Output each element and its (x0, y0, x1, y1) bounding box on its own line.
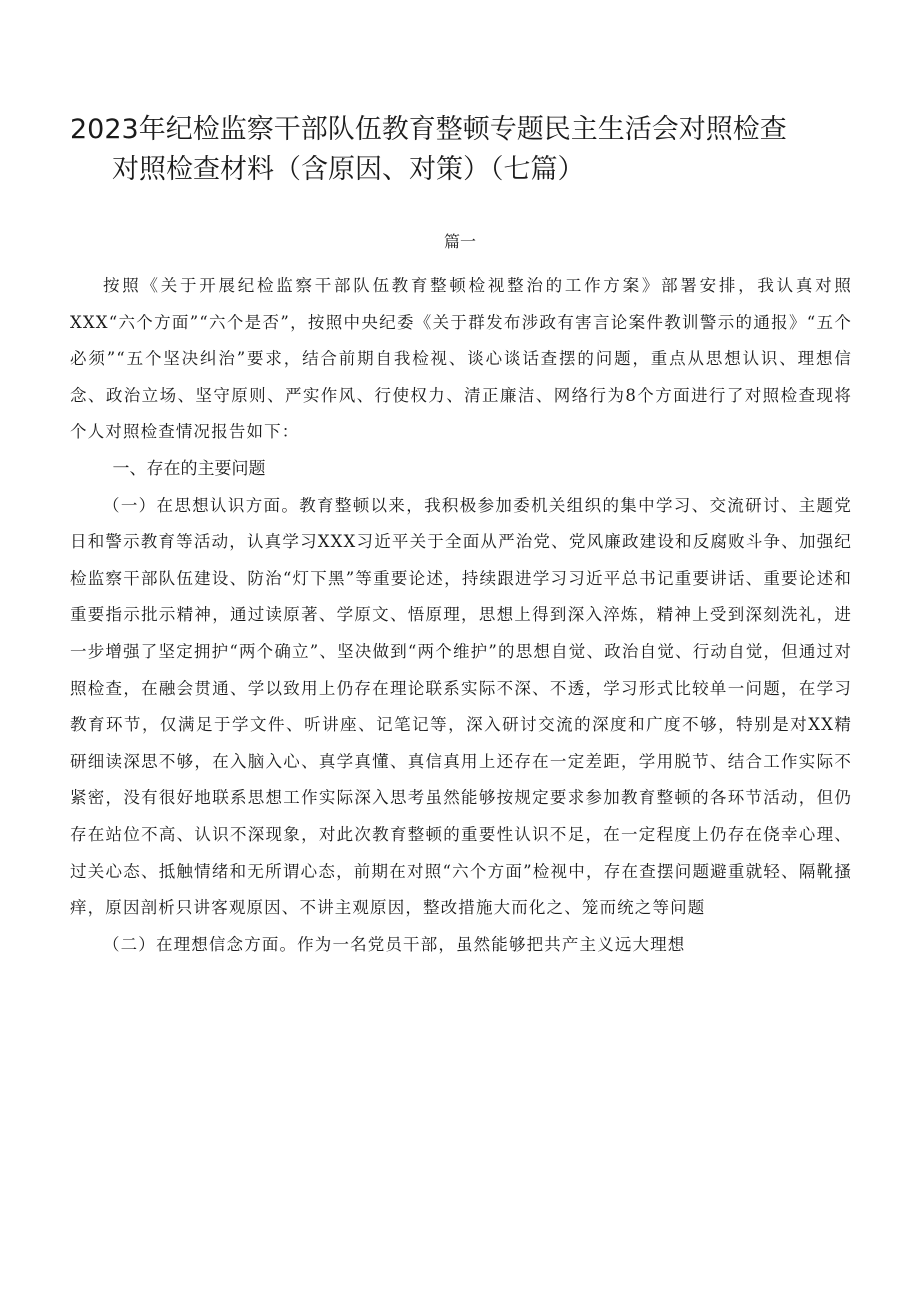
paragraph-ideals: （二）在理想信念方面。作为一名党员干部，虽然能够把共产主义远大理想 (103, 934, 686, 954)
section-heading: 一、存在的主要问题 (112, 458, 266, 479)
document-title-line-1: 2023年纪检监察干部队伍教育整顿专题民主生活会对照检查 (70, 114, 787, 145)
paragraph-thought: （一）在思想认识方面。教育整顿以来，我积极参加委机关组织的集中学习、交流研讨、主题党日和警示教育等活动，认真学习XXX习近平关于全面从严治党、党风廉政建设和反腐败斗争、加强纪检监察干部队伍建设、防治“灯下黑”等重要论述，持续跟进学习习近平总书记重要讲话、重要论述和重要指示批示精神，通过读原著、学原文、悟原理，思想上得到深入淬炼，精神上受到深刻洗礼，进一步增强了坚定拥护“两个确立”、坚决做到“两个维护”的思想自觉、政治自觉、行动自觉，但通过对照检查，在融会贯通、学以致用上仍存在理论联系实际不深、不透，学习形式比较单一问题，在学习教育环节，仅满足于学文件、听讲座、记笔记等，深入研讨交流的深度和广度不够，特别是对XX精研细读深思不够，在入脑入心、真学真懂、真信真用上还存在一定差距，学用脱节、结合工作实际不紧密，没有很好地联系思想工作实际深入思考虽然能够按规定要求参加教育整顿的各环节活动，但仍存在站位不高、认识不深现象，对此次教育整顿的重要性认识不足，在一定程度上仍存在侥幸心理、过关心态、抵触情绪和无所谓心态，前期在对照“六个方面”检视中，存在查摆问题避重就轻、隔靴搔痒，原因剖析只讲客观原因、不讲主观原因，整改措施大而化之、笼而统之等问题 (70, 495, 852, 918)
intro-paragraph: 按照《关于开展纪检监察干部队伍教育整顿检视整治的工作方案》部署安排，我认真对照XXX“六个方面”“六个是否”，按照中央纪委《关于群发布涉政有害言论案件教训警示的通报》“五个必须”“五个坚决纠治”要求，结合前期自我检视、谈心谈话查摆的问题，重点从思想认识、理想信念、政治立场、坚守原则、严实作风、行使权力、清正廉洁、网络行为8个方面进行了对照检查现将个人对照检查情况报告如下： (70, 276, 852, 442)
section-label: 篇一 (443, 232, 476, 251)
document-title-line-2: 对照检查材料（含原因、对策）（七篇） (112, 154, 585, 185)
document-body (70, 268, 852, 963)
